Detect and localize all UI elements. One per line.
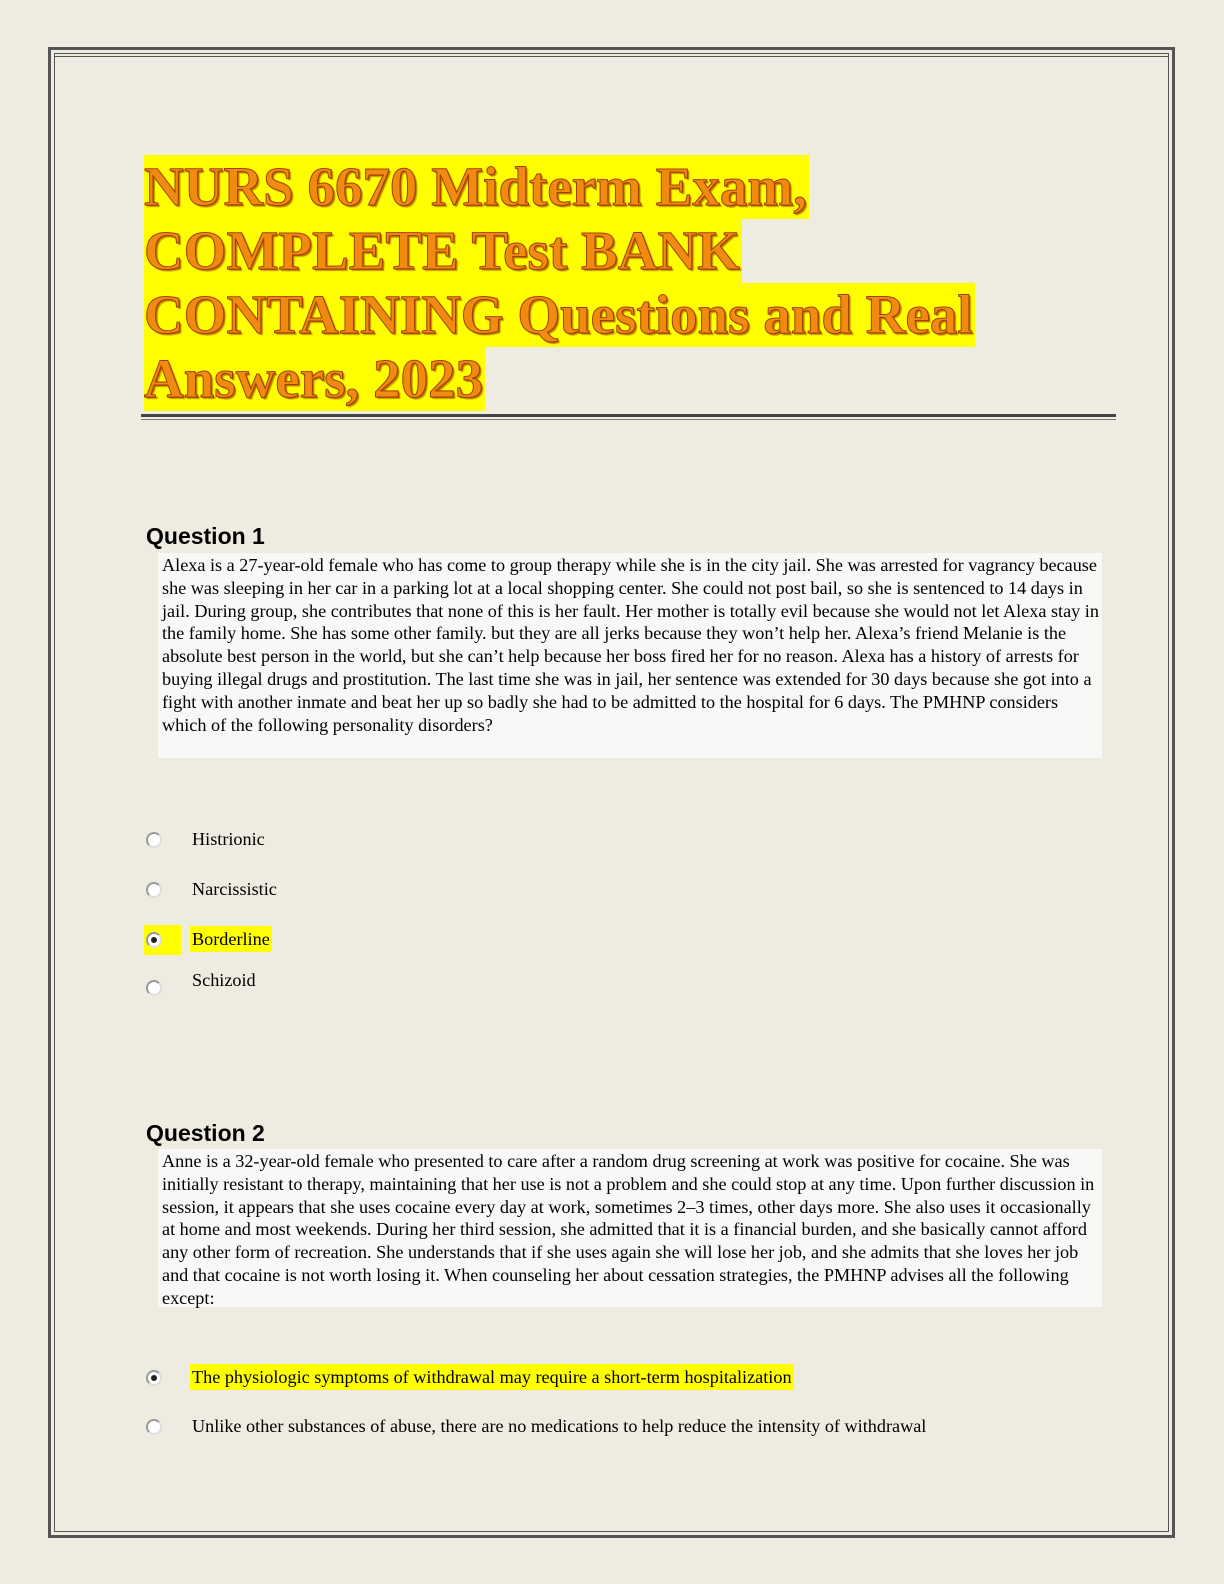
option-label-selected: The physiologic symptoms of withdrawal may require a short-term hospitalization	[190, 1364, 794, 1390]
radio-button[interactable]	[146, 1419, 162, 1435]
question-1-heading: Question 1	[146, 523, 265, 549]
title-line-4: Answers, 2023	[144, 348, 484, 409]
title-line-3: CONTAINING Questions and Real	[144, 284, 973, 345]
radio-button-selected[interactable]	[146, 1370, 162, 1386]
radio-button-selected[interactable]	[146, 932, 162, 948]
option-label: Histrionic	[192, 829, 265, 849]
page-border-top-line	[54, 56, 1169, 57]
option-label-selected: Borderline	[190, 926, 272, 952]
radio-button[interactable]	[146, 980, 162, 996]
title-line-2: COMPLETE Test BANK	[144, 220, 740, 281]
title-divider-thin	[141, 419, 1116, 420]
radio-button[interactable]	[146, 832, 162, 848]
question-2-heading: Question 2	[146, 1120, 265, 1146]
option-label: Unlike other substances of abuse, there are no medications to help reduce the intensity of withdrawal	[192, 1416, 927, 1436]
option-label: Narcissistic	[192, 879, 277, 899]
question-2-text: Anne is a 32-year-old female who presented to care after a random drug screening at work was positive for cocaine. She was initially resistant to therapy, maintaining that her use is not a problem and she could stop at any time. Upon further discussion in session, it appears that she uses cocaine every day at work, sometimes 2–3 times, other days more. She also uses it occasionally at home and most weekends. During her third session, she admitted that it is a financial burden, and she basically cannot afford any other form of recreation. She understands that if she uses again she will lose her job, and she admits that she loves her job and that cocaine is not worth losing it. When counseling her about cessation strategies, the PMHNP advises all the following except:	[158, 1149, 1102, 1307]
question-1-text: Alexa is a 27-year-old female who has come to group therapy while she is in the city jail. She was arrested for vagrancy because she was sleeping in her car in a parking lot at a local shopping center. She could not post bail, so she is sentenced to 14 days in jail. During group, she contributes that none of this is her fault. Her mother is totally evil because she would not let Alexa stay in the family home. She has some other family. but they are all jerks because they won’t help her. Alexa’s friend Melanie is the absolute best person in the world, but she can’t help because her boss fired her for no reason. Alexa has a history of arrests for buying illegal drugs and prostitution. The last time she was in jail, her sentence was extended for 30 days because she got into a fight with another inmate and beat her up so badly she had to be admitted to the hospital for 6 days. The PMHNP considers which of the following personality disorders?	[158, 553, 1102, 758]
document-title	[144, 155, 1144, 411]
radio-button[interactable]	[146, 882, 162, 898]
title-line-1: NURS 6670 Midterm Exam,	[144, 156, 807, 217]
option-label: Schizoid	[192, 970, 256, 990]
title-divider	[141, 414, 1116, 417]
